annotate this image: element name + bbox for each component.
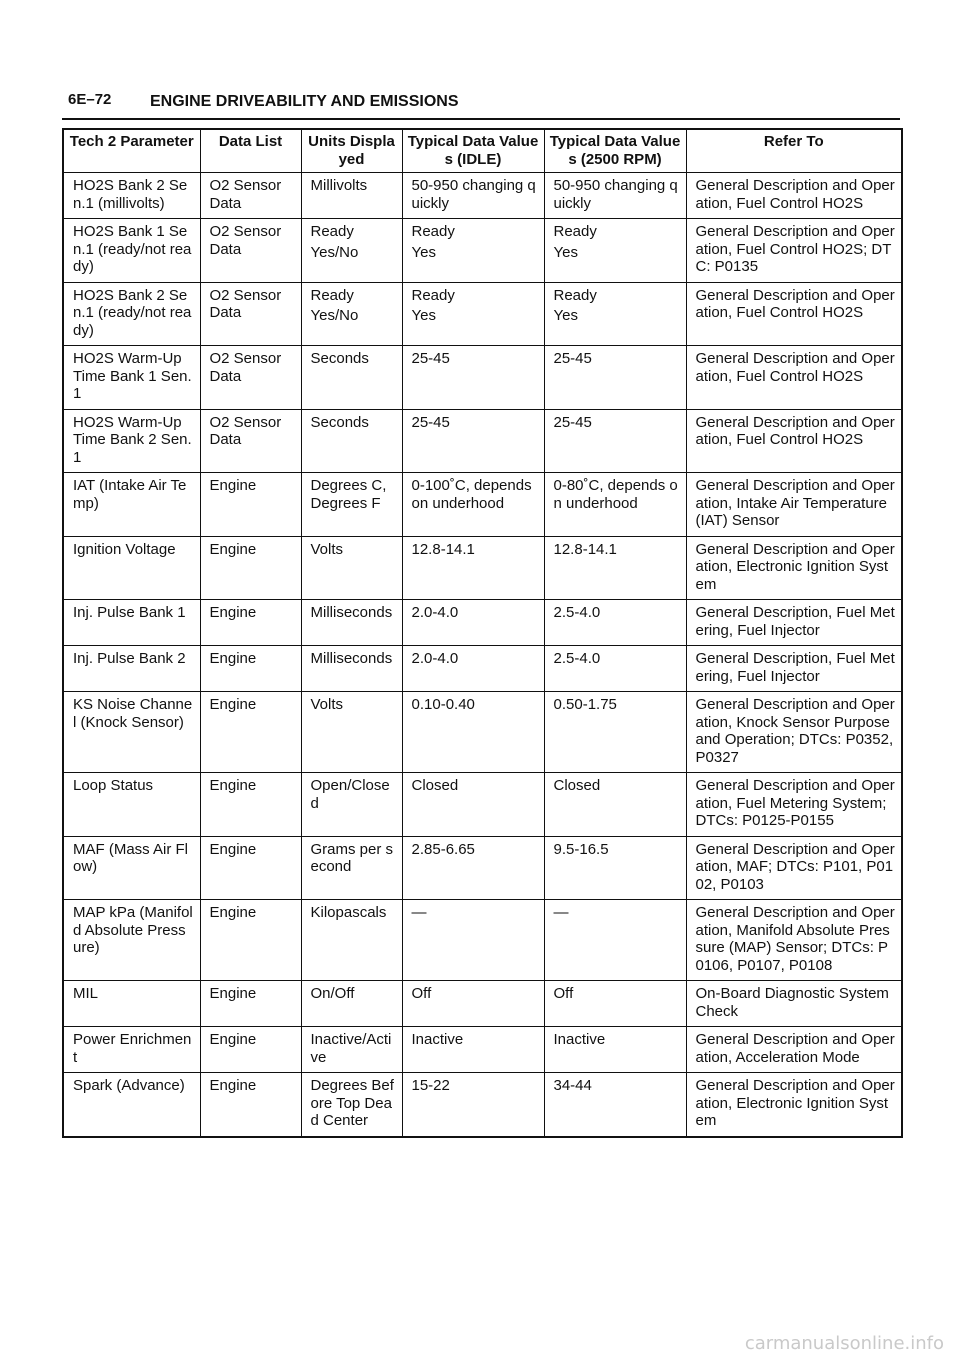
cell-data-list: Engine — [200, 692, 301, 773]
column-header-2500rpm: Typical Data Values (2500 RPM) — [544, 129, 686, 173]
cell-refer-to: General Description and Operation, Electronic Ignition System — [686, 1073, 902, 1137]
cell-refer-to: General Description and Operation, Intake Air Temperature (IAT) Sensor — [686, 473, 902, 537]
cell-data-list: O2 Sensor Data — [200, 409, 301, 473]
cell-units: Degrees Before Top Dead Center — [301, 1073, 402, 1137]
units-ready-label: Ready — [310, 223, 354, 240]
cell-parameter: HO2S Bank 2 Sen.1 (millivolts) — [63, 173, 200, 219]
cell-idle: — — [402, 900, 544, 981]
cell-2500rpm: Closed — [544, 773, 686, 837]
rpm-ready-label: Ready — [553, 286, 597, 304]
cell-refer-to: General Description and Operation, Fuel Control HO2S — [686, 173, 902, 219]
cell-parameter: MIL — [63, 981, 200, 1027]
cell-parameter: Power Enrichment — [63, 1027, 200, 1073]
rpm-value: Yes — [553, 243, 578, 261]
cell-idle: 15-22 — [402, 1073, 544, 1137]
cell-idle: 2.85-6.65 — [402, 836, 544, 900]
rpm-value: Yes — [553, 307, 578, 324]
cell-data-list: Engine — [200, 1073, 301, 1137]
cell-refer-to: General Description and Operation, Fuel Control HO2S — [686, 409, 902, 473]
cell-data-list: Engine — [200, 900, 301, 981]
page-number: 6E–72 — [68, 91, 112, 108]
cell-2500rpm: Off — [544, 981, 686, 1027]
cell-idle — [402, 219, 544, 283]
cell-2500rpm: 25-45 — [544, 346, 686, 410]
cell-parameter: Spark (Advance) — [63, 1073, 200, 1137]
table-row — [63, 219, 902, 283]
cell-idle: 2.0-4.0 — [402, 646, 544, 692]
cell-idle: Closed — [402, 773, 544, 837]
cell-idle: 2.0-4.0 — [402, 600, 544, 646]
cell-units: Grams per second — [301, 836, 402, 900]
idle-value: Yes — [411, 307, 436, 324]
cell-parameter: Inj. Pulse Bank 2 — [63, 646, 200, 692]
cell-units: Millivolts — [301, 173, 402, 219]
cell-units: Degrees C, Degrees F — [301, 473, 402, 537]
idle-ready-label: Ready — [411, 223, 455, 240]
cell-2500rpm: 2.5-4.0 — [544, 600, 686, 646]
cell-parameter: Ignition Voltage — [63, 536, 200, 600]
cell-data-list: Engine — [200, 1027, 301, 1073]
cell-idle: 0-100˚C, depends on underhood — [402, 473, 544, 537]
column-header-data-list: Data List — [200, 129, 301, 173]
cell-units: Open/Closed — [301, 773, 402, 837]
cell-2500rpm: 0.50-1.75 — [544, 692, 686, 773]
cell-parameter: Inj. Pulse Bank 1 — [63, 600, 200, 646]
cell-parameter: MAP kPa (Manifold Absolute Pressure) — [63, 900, 200, 981]
table-row — [63, 981, 902, 1027]
cell-2500rpm: — — [544, 900, 686, 981]
cell-units: Seconds — [301, 409, 402, 473]
cell-units: Milliseconds — [301, 600, 402, 646]
table-header-row — [63, 129, 902, 173]
cell-2500rpm: 0-80˚C, depends on underhood — [544, 473, 686, 537]
cell-2500rpm: 9.5-16.5 — [544, 836, 686, 900]
cell-parameter: HO2S Warm-Up Time Bank 1 Sen.1 — [63, 346, 200, 410]
cell-refer-to: General Description and Operation, Knock Sensor Purpose and Operation; DTCs: P0352, P0327 — [686, 692, 902, 773]
cell-refer-to: General Description and Operation, MAF; DTCs: P101, P0102, P0103 — [686, 836, 902, 900]
cell-parameter: HO2S Bank 2 Sen.1 (ready/not ready) — [63, 282, 200, 346]
cell-data-list: O2 Sensor Data — [200, 219, 301, 283]
cell-parameter: IAT (Intake Air Temp) — [63, 473, 200, 537]
cell-units — [301, 219, 402, 283]
cell-data-list: Engine — [200, 646, 301, 692]
tech2-parameter-table — [62, 128, 903, 1138]
table-row — [63, 282, 902, 346]
table-row — [63, 900, 902, 981]
table-row — [63, 773, 902, 837]
column-header-parameter: Tech 2 Parameter — [63, 129, 200, 173]
page-header — [62, 88, 900, 120]
cell-refer-to: General Description, Fuel Metering, Fuel Injector — [686, 646, 902, 692]
cell-2500rpm — [544, 219, 686, 283]
table-row — [63, 600, 902, 646]
units-value: Yes/No — [310, 307, 359, 324]
column-header-refer-to: Refer To — [686, 129, 902, 173]
table-row — [63, 836, 902, 900]
cell-refer-to: General Description and Operation, Fuel Control HO2S — [686, 346, 902, 410]
table-row — [63, 692, 902, 773]
column-header-idle: Typical Data Values (IDLE) — [402, 129, 544, 173]
cell-2500rpm: 34-44 — [544, 1073, 686, 1137]
watermark: carmanualsonline.info — [744, 1333, 944, 1354]
units-ready-label: Ready — [310, 286, 354, 304]
cell-refer-to: General Description and Operation, Acceleration Mode — [686, 1027, 902, 1073]
cell-2500rpm: 25-45 — [544, 409, 686, 473]
cell-data-list: O2 Sensor Data — [200, 282, 301, 346]
cell-units — [301, 282, 402, 346]
cell-2500rpm: Inactive — [544, 1027, 686, 1073]
table-row — [63, 1073, 902, 1137]
cell-2500rpm: 12.8-14.1 — [544, 536, 686, 600]
cell-refer-to: General Description and Operation, Fuel Control HO2S; DTC: P0135 — [686, 219, 902, 283]
cell-idle: 50-950 changing quickly — [402, 173, 544, 219]
table-row — [63, 473, 902, 537]
cell-units: Seconds — [301, 346, 402, 410]
cell-units: On/Off — [301, 981, 402, 1027]
cell-data-list: Engine — [200, 473, 301, 537]
table-row — [63, 1027, 902, 1073]
cell-idle: Inactive — [402, 1027, 544, 1073]
cell-idle: 0.10-0.40 — [402, 692, 544, 773]
table-row — [63, 646, 902, 692]
cell-data-list: O2 Sensor Data — [200, 173, 301, 219]
cell-units: Kilopascals — [301, 900, 402, 981]
cell-idle: Off — [402, 981, 544, 1027]
cell-idle: 25-45 — [402, 409, 544, 473]
cell-idle: 12.8-14.1 — [402, 536, 544, 600]
cell-refer-to: General Description, Fuel Metering, Fuel Injector — [686, 600, 902, 646]
cell-units: Volts — [301, 536, 402, 600]
table-row — [63, 409, 902, 473]
idle-value: Yes — [411, 243, 436, 261]
rpm-ready-label: Ready — [553, 223, 597, 240]
cell-units: Volts — [301, 692, 402, 773]
table-row — [63, 346, 902, 410]
cell-refer-to: General Description and Operation, Fuel Control HO2S — [686, 282, 902, 346]
cell-idle — [402, 282, 544, 346]
cell-units: Inactive/Active — [301, 1027, 402, 1073]
cell-refer-to: General Description and Operation, Manifold Absolute Pressure (MAP) Sensor; DTCs: P0106, P0107, P0108 — [686, 900, 902, 981]
cell-parameter: HO2S Bank 1 Sen.1 (ready/not ready) — [63, 219, 200, 283]
cell-parameter: MAF (Mass Air Flow) — [63, 836, 200, 900]
cell-parameter: HO2S Warm-Up Time Bank 2 Sen.1 — [63, 409, 200, 473]
cell-parameter: Loop Status — [63, 773, 200, 837]
cell-data-list: Engine — [200, 981, 301, 1027]
cell-data-list: Engine — [200, 836, 301, 900]
cell-refer-to: General Description and Operation, Fuel Metering System; DTCs: P0125-P0155 — [686, 773, 902, 837]
cell-data-list: Engine — [200, 536, 301, 600]
cell-2500rpm — [544, 282, 686, 346]
cell-idle: 25-45 — [402, 346, 544, 410]
units-value: Yes/No — [310, 243, 359, 261]
cell-data-list: O2 Sensor Data — [200, 346, 301, 410]
cell-2500rpm: 2.5-4.0 — [544, 646, 686, 692]
cell-parameter: KS Noise Channel (Knock Sensor) — [63, 692, 200, 773]
cell-refer-to: On-Board Diagnostic System Check — [686, 981, 902, 1027]
column-header-units: Units Displayed — [301, 129, 402, 173]
cell-data-list: Engine — [200, 773, 301, 837]
cell-2500rpm: 50-950 changing quickly — [544, 173, 686, 219]
idle-ready-label: Ready — [411, 286, 455, 304]
cell-refer-to: General Description and Operation, Electronic Ignition System — [686, 536, 902, 600]
cell-units: Milliseconds — [301, 646, 402, 692]
cell-data-list: Engine — [200, 600, 301, 646]
section-title: ENGINE DRIVEABILITY AND EMISSIONS — [150, 93, 459, 110]
table-row — [63, 173, 902, 219]
table-row — [63, 536, 902, 600]
